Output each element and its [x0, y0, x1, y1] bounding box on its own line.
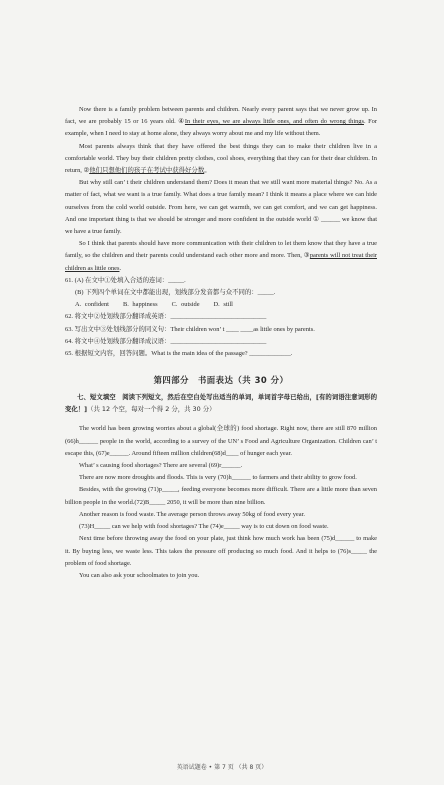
underlined-sentence-4: In their eyes, we are always little ones, and often do wrong things	[184, 118, 364, 126]
question-65: 65. 根据短文内容，回答问题。What is the main idea of the passage? _____________.	[65, 350, 293, 358]
instruction-scoring: （共 12 个空，每对一个得 2 分，共 30 分）	[87, 404, 216, 413]
text-run: So I think that parents should have more communication with their children to let them know that they have a true family, so the children and their parents could understand each other more and more. Then, ③	[65, 240, 377, 260]
option-d: D. still	[213, 301, 233, 309]
instruction-bold: 七、短文填空 阅读下列短文，然后在空白处写出适当的单词，单词首字母已给出，[有的词语注意词形的变化！]	[65, 393, 377, 413]
question-61b-options	[75, 299, 377, 311]
cloze-paragraph-6: (73)H_____ can we help with food shortages? The (74)e_____ way is to cut down on food waste.	[79, 523, 329, 531]
text-run: 。	[204, 167, 211, 175]
underlined-sentence-2: 他们只想他们的孩子在考试中获得好分数	[89, 167, 205, 175]
option-b: B. happiness	[122, 301, 158, 309]
question-64: 64. 将文中④处划线部分翻译成汉语：______________________________	[65, 337, 267, 345]
text-run: .	[119, 264, 122, 272]
cloze-paragraph-7: Next time before throwing away the food on your plate, just think how much work has been (75)d______ to make it. By buying less, we waste less. This takes the pressure off producing so much food. And it helps to (76)s_____ the problem of food shortage.	[65, 535, 377, 567]
passage-paragraph-3: But why still can’ t their children understand them? Does it mean that we still want more material things? No. As a matter of fact, what we want is a true family. What does a true family mean? I think it means a place where we can hide ourselves from the cold world outside. From here, we can get warmth, we can get comfort, and we can get happiness. And one important thing is that we should be stronger and more confident in the outside world ① ______ we know that we have a true family.	[65, 179, 377, 236]
passage-paragraph-1	[65, 104, 377, 141]
section-instruction	[65, 392, 377, 415]
text-run: . For example, when I need to stay at home alone, they always worry about me and my life without them.	[65, 118, 377, 138]
cloze-paragraph-5: Another reason is food waste. The average person throws away 50kg of food every year.	[79, 510, 305, 518]
page-content	[65, 104, 377, 582]
cloze-paragraph-8: You can also ask your schoolmates to join you.	[79, 571, 200, 579]
question-61b: (B) 下列四个单词在文中都能出现，划线部分发音都与众不同的：_____.	[75, 289, 276, 297]
passage-paragraph-4	[65, 238, 377, 275]
cloze-paragraph-2: What’ s causing food shortages? There are several (69)r______.	[79, 462, 243, 470]
section-title: 第四部分 书面表达（共 30 分）	[153, 375, 289, 386]
passage-paragraph-2	[65, 141, 377, 178]
cloze-paragraph-3: There are now more droughts and floods. This is very (70)h______ to farmers and their ability to grow food.	[79, 474, 357, 482]
page-footer: 英语试题卷 • 第 7 页 （共 8 页）	[176, 764, 268, 771]
option-c: C. outside	[171, 301, 200, 309]
cloze-paragraph-1: The world has been growing worries about a global(全球的) food shortage. Right now, there are still 870 million (66)h______ people in the world, according to a survey of the UN’ s Food and Agriculture Organization. Children can’ t escape this, (67)e______. Around fifteen million children(68)d____ of hunger each year.	[65, 425, 377, 457]
underlined-sentence-3: parents will not treat their children as little ones	[65, 252, 377, 272]
cloze-paragraph-4: Besides, with the growing (71)p_____, feeding everyone becomes more difficult. There are a little more than seven billion people in the world.(72)B_____ 2050, it will be more than nine billion.	[65, 486, 377, 506]
text-run: Most parents always think that they have offered the best things they can to make their children live in a comfortable world. They buy their children pretty clothes, cool shoes, everything that they can for their dear children. In return, ②	[65, 142, 377, 175]
option-a: A. confident	[75, 301, 109, 309]
question-62: 62. 将文中②处划线部分翻译成英语：______________________________	[65, 313, 267, 321]
question-61a: 61. (A) 在文中①处填入合适的连词：_____.	[65, 276, 186, 284]
text-run: Now there is a family problem between parents and children. Nearly every parent says that we never grow up. In fact, we are probably 15 or 16 years old. ④	[65, 106, 377, 126]
question-63: 63. 写出文中③处划线部分的同义句：Their children won’ t ____ ____as little ones by parents.	[65, 325, 315, 333]
